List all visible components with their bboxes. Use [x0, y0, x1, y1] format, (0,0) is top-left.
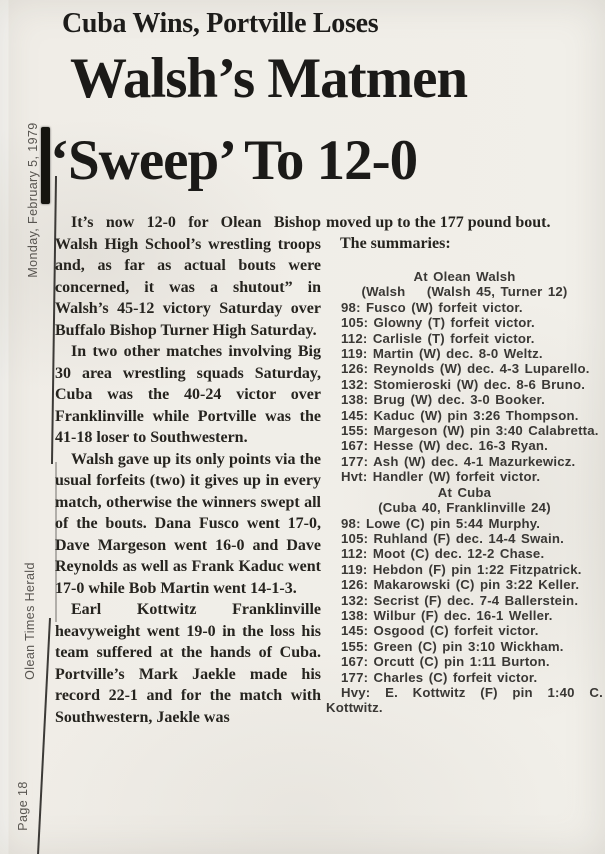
bout-result: 177: Ash (W) dec. 4-1 Mazurkewicz. — [341, 453, 576, 469]
column-rule-lower — [37, 618, 51, 854]
match-summaries — [326, 269, 603, 716]
bout-result: 132: Stomieroski (W) dec. 8-6 Bruno. — [341, 376, 586, 392]
match-heading: At Cuba — [437, 484, 492, 500]
bout-result: 155: Green (C) pin 3:10 Wickham. — [341, 638, 564, 654]
bout-result: 177: Charles (C) forfeit victor. — [341, 669, 538, 685]
bout-result: 119: Martin (W) dec. 8-0 Weltz. — [341, 346, 543, 362]
match-subheading: (Walsh (Walsh 45, Turner 12) — [361, 284, 568, 300]
bout-result: 167: Orcutt (C) pin 1:11 Burton. — [341, 654, 550, 670]
bout-result: 155: Margeson (W) pin 3:40 Calabretta. — [341, 423, 599, 439]
bout-result: 98: Fusco (W) forfeit victor. — [341, 299, 523, 315]
kicker-headline: Cuba Wins, Portville Loses — [62, 8, 379, 39]
summaries-label: The summaries: — [340, 235, 451, 252]
sidebar-date-label: Monday, February 5, 1979 — [26, 122, 40, 278]
match-section-cuba — [326, 485, 603, 716]
bout-result: Hvt: Handler (W) forfeit victor. — [341, 469, 541, 485]
bout-result: Hvy: E. Kottwitz (F) pin 1:40 C. Kottwitz. — [326, 684, 603, 716]
main-headline-line1: Walsh’s Matmen — [70, 47, 468, 110]
bout-result: 112: Moot (C) dec. 12-2 Chase. — [341, 546, 545, 562]
sidebar-page-number-label: Page 18 — [16, 781, 30, 831]
article-paragraph: Earl Kottwitz Franklinville heavyweight went 19-0 in the loss his team suffered at the hands of Cuba. Portville’s Mark Jaekle made his record 22-1 and for the match with Southwestern, Jaekle was — [55, 601, 321, 726]
bout-result: 112: Carlisle (T) forfeit victor. — [341, 330, 535, 346]
sidebar-publication-label: Olean Times Herald — [23, 562, 37, 680]
bout-result: 98: Lowe (C) pin 5:44 Murphy. — [341, 515, 541, 531]
bout-result: 145: Osgood (C) forfeit victor. — [341, 623, 539, 639]
match-heading: At Olean Walsh — [413, 269, 516, 284]
bout-result: 126: Makarowski (C) pin 3:22 Keller. — [341, 577, 580, 593]
match-section-walsh — [326, 269, 603, 485]
continuation-paragraph: moved up to the 177 pound bout. — [326, 214, 551, 231]
article-paragraph: Walsh gave up its only points via the usual forfeits (two) it gives up in every match, otherwise the winners swept all of the bouts. Dana Fusco went 17-0, Dave Margeson went 16-0 and Dave Reynolds as well as Frank Kaduc went 17-0 while Bob Martin went 14-1-3. — [55, 450, 321, 597]
bout-result: 145: Kaduc (W) pin 3:26 Thompson. — [341, 407, 579, 423]
bout-result: 126: Reynolds (W) dec. 4-3 Luparello. — [341, 361, 590, 377]
column-rule-ink-mark — [41, 127, 50, 204]
article-right-column — [326, 212, 603, 716]
bout-result: 105: Ruhland (F) dec. 14-4 Swain. — [341, 530, 564, 546]
bout-result: 132: Secrist (F) dec. 7-4 Ballerstein. — [341, 592, 579, 608]
bout-result: 138: Brug (W) dec. 3-0 Booker. — [341, 392, 546, 408]
bout-result: 167: Hesse (W) dec. 16-3 Ryan. — [341, 438, 548, 454]
main-headline-line2: ‘Sweep’ To 12-0 — [50, 129, 418, 192]
article-paragraph: In two other matches involving Big 30 area wrestling squads Saturday, Cuba was the 40-24 victor over Franklinville while Portville was the 41-18 loser to Southwestern. — [55, 343, 321, 446]
article-paragraph: It’s now 12-0 for Olean Bishop Walsh High School’s wrestling troops and, as far as actual bouts were concerned, it was a shutout” in Walsh’s 45-12 victory Saturday over Buffalo Bishop Turner High Saturday. — [55, 214, 321, 339]
bout-result: 119: Hebdon (F) pin 1:22 Fitzpatrick. — [341, 561, 582, 577]
bout-result: 138: Wilbur (F) dec. 16-1 Weller. — [341, 607, 553, 623]
article-left-column — [55, 212, 321, 728]
bout-result: 105: Glowny (T) forfeit victor. — [341, 315, 535, 331]
match-subheading: (Cuba 40, Franklinville 24) — [378, 500, 551, 516]
